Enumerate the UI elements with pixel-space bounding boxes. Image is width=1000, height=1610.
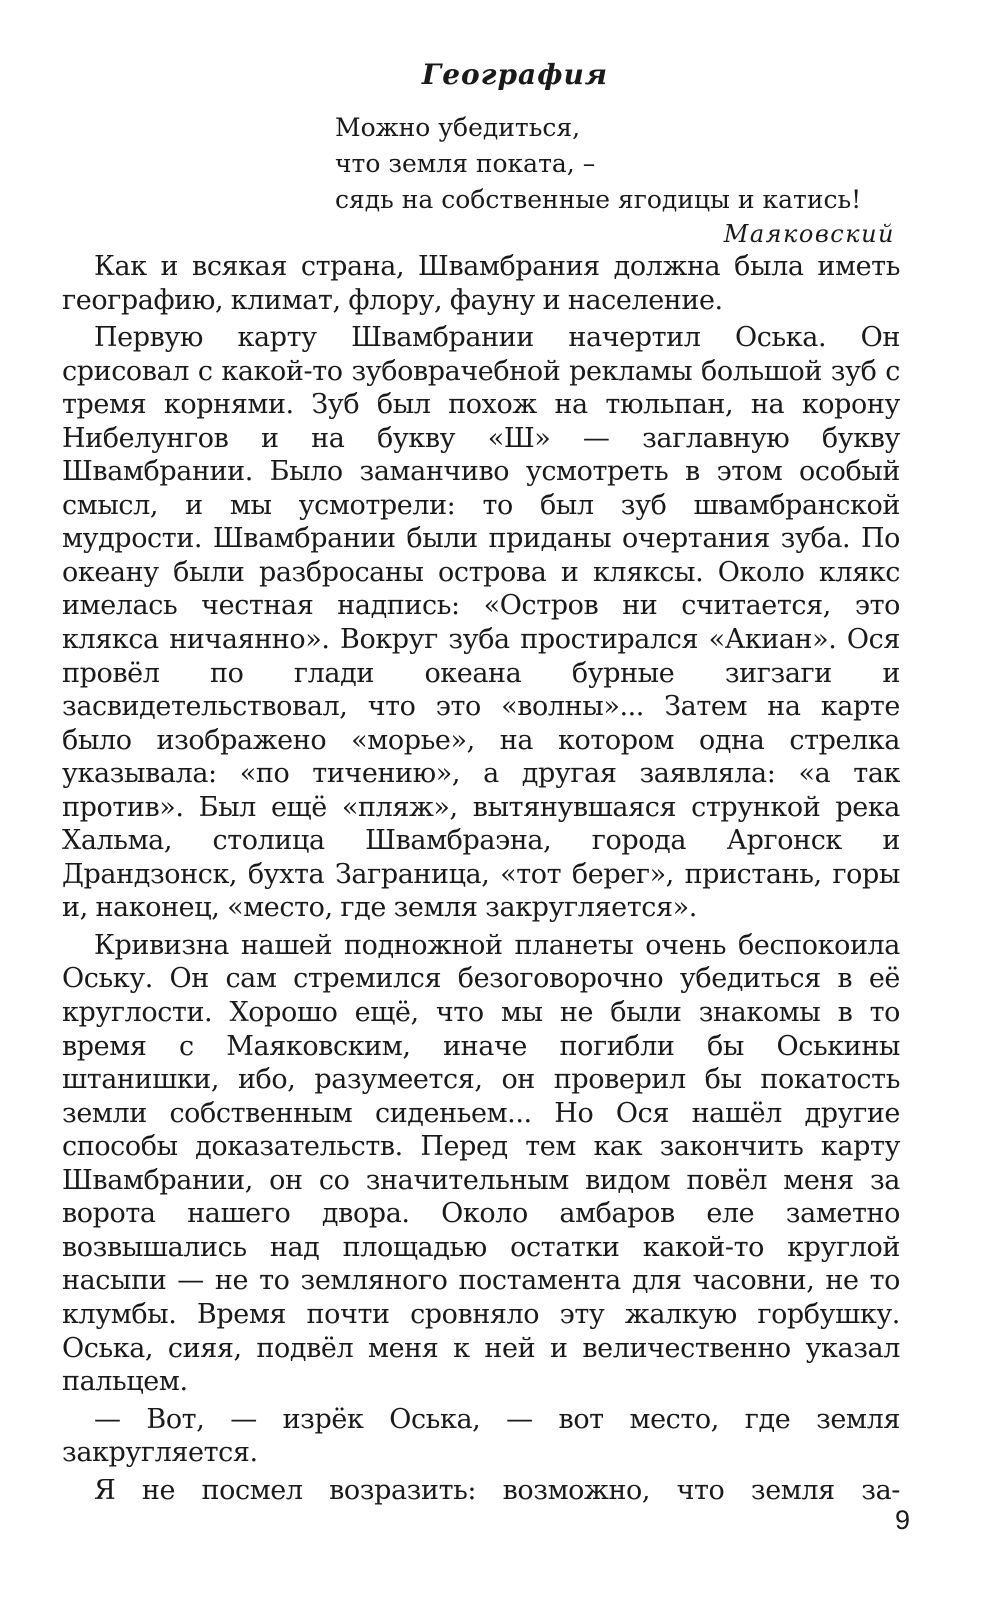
paragraph: Кривизна нашей подножной планеты очень беспокоила Оську. Он сам стремился безоговорочно убедиться в её круглости. Хорошо ещё, что мы не были знакомы в то время с Маяковским, иначе погибли бы Оськины штанишки, ибо, разумеется, он проверил бы покатость земли собственным сиденьем... Но Ося нашёл другие способы доказательств. Перед тем как закончить карту Швамбрании, он со значительным видом повёл меня за ворота нашего двора. Около амбаров еле заметно возвышались над площадью остатки какой-то круглой насыпи — не то земляного постамента для часовни, не то клумбы. Время почти сровняло эту жалкую горбушку. Оська, сияя, подвёл меня к ней и величественно указал пальцем.	[62, 929, 900, 1398]
chapter-title: География	[421, 58, 609, 91]
epigraph-line: что земля поката, –	[335, 149, 596, 178]
paragraph: Как и всякая страна, Швамбрания должна была иметь географию, климат, флору, фауну и население.	[62, 251, 900, 316]
page-number: 9	[894, 1505, 910, 1535]
body-text	[62, 250, 900, 1511]
epigraph	[335, 110, 895, 250]
epigraph-author: Маяковский	[723, 220, 895, 248]
epigraph-line: Можно убедиться,	[335, 113, 581, 142]
paragraph: Я не посмел возразить: возможно, что земля за-	[94, 1474, 900, 1506]
epigraph-line: сядь на собственные ягодицы и катись!	[335, 185, 862, 214]
paragraph: — Вот, — изрёк Оська, — вот место, где земля закругляется.	[62, 1403, 900, 1469]
paragraph: Первую карту Швамбрании начертил Оська. Он срисовал с какой-то зубоврачебной рекламы большой зуб с тремя корнями. Зуб был похож на тюльпан, на корону Нибелунгов и на букву «Ш» — заглавную букву Швамбрании. Было заманчиво усмотреть в этом особый смысл, и мы усмотрели: то был зуб швамбранской мудрости. Швамбрании были приданы очертания зуба. По океану были разбросаны острова и кляксы. Около клякс имелась честная надпись: «Остров ни считается, это клякса ничаянно». Вокруг зуба простирался «Акиан». Ося провёл по глади океана бурные зигзаги и засвидетельствовал, что это «волны»... Затем на карте было изображено «морье», на котором одна стрелка указывала: «по тичению», а другая заявляла: «а так против». Был ещё «пляж», вытянувшаяся стрункой река Хальма, столица Швамбраэна, города Аргонск и Драндзонск, бухта Заграница, «тот берег», пристань, горы и, наконец, «место, где земля закругляется».	[62, 322, 900, 924]
